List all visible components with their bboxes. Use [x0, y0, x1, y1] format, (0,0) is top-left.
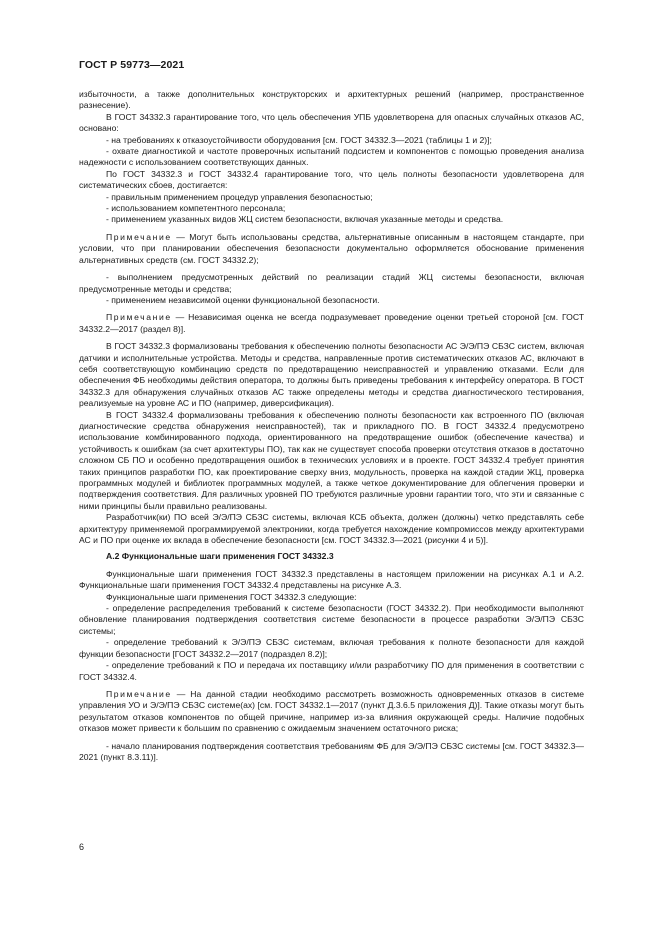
section-heading: А.2 Функциональные шаги применения ГОСТ 34332.3	[106, 551, 334, 562]
list-item: - определение требований к Э/Э/ПЭ СБЗС системам, включая требования к полноте безопасности для каждой функции безопасности [ГОСТ 34332.2—2017 (подраздел 8.2)];	[79, 637, 584, 659]
list-item: - определение требований к ПО и передача их поставщику и/или разработчику ПО для применения в соответствии с ГОСТ 34332.4.	[79, 660, 584, 682]
paragraph: Разработчик(ки) ПО всей Э/Э/ПЭ СБЗС системы, включая КСБ объекта, должен (должны) четко представлять себе архитектуру применяемой программируемой электроники, когда требуется нахождение компромиссов между архитектурами АС и ПО при оценке их вклада в обеспечение безопасности [см. ГОСТ 34332.3—2021 (рисунки 4 и 5)].	[79, 512, 584, 546]
note-text: — Независимая оценка не всегда подразумевает проведение оценки третьей стороной [см. ГОСТ 34332.2—2017 (раздел 8)].	[79, 312, 584, 334]
document-body	[79, 89, 584, 763]
note-label: Примечание	[106, 231, 172, 242]
paragraph: По ГОСТ 34332.3 и ГОСТ 34332.4 гарантирование того, что цель полноты безопасности удовлетворена для систематических сбоев, достигается:	[79, 168, 584, 191]
paragraph: Функциональные шаги применения ГОСТ 34332.3 следующие:	[106, 591, 357, 602]
list-item: - использованием компетентного персонала;	[106, 203, 286, 214]
list-item: - применением независимой оценки функциональной безопасности.	[106, 294, 380, 305]
note-text: — На данной стадии необходимо рассмотреть возможность одновременных отказов в системе управления УО и Э/Э/ПЭ СБЗС системе(ах) [см. ГОСТ 34332.1—2017 (пункт Д.3.6.5 приложения Д)]. Такие отказы могут быть результатом отказов компонентов по общей причине, например из-за влияния окружающей среды. Наличие подобных отказов может привести к большим по сравнению с ожидаемым значением остаточного риска;	[79, 688, 584, 734]
list-item: - определение распределения требований к системе безопасности (ГОСТ 34332.2). При необходимости выполняют обновление планирования подтверждения соответствия системе безопасности в процессе разработки Э/Э/ПЭ СБЗС системы;	[79, 603, 584, 636]
page-number: 6	[79, 842, 85, 852]
list-item: - на требованиях к отказоустойчивости оборудования [см. ГОСТ 34332.3—2021 (таблицы 1 и 2)];	[106, 134, 492, 145]
list-item: - применением указанных видов ЖЦ систем безопасности, включая указанные методы и средства.	[106, 214, 504, 225]
list-item: - выполнением предусмотренных действий по реализации стадий ЖЦ системы безопасности, включая предусмотренные методы и средства;	[79, 272, 584, 294]
note	[79, 689, 584, 735]
note-text: — Могут быть использованы средства, альтернативные описанным в настоящем стандарте, при условии, что при планировании обеспечения безопасности документально оформляется обоснование применения альтернативных средств (см. ГОСТ 34332.2);	[79, 231, 584, 265]
list-item: - охвате диагностикой и частоте проверочных испытаний подсистем и компонентов с помощью проведения анализа надежности с использованием соответствующих данных.	[79, 146, 584, 168]
note	[79, 232, 584, 266]
list-item: - начало планирования подтверждения соответствия требованиям ФБ для Э/Э/ПЭ СБЗС системы [см. ГОСТ 34332.3—2021 (пункт 8.3.11)].	[79, 740, 584, 762]
paragraph: В ГОСТ 34332.3 формализованы требования к обеспечению полноты безопасности АС Э/Э/ПЭ СБЗС систем, включая датчики и исполнительные устройства. Методы и средства, направленные против систематических отказов АС, включают в себя соответствующую комбинацию средств по предотвращению неисправностей и управлению отказами. Если для обеспечения ФБ необходимы действия оператора, то должны быть приведены требования к интерфейсу оператора. В ГОСТ 34332.3 для обнаружения случайных отказов АС также определены методы и средства диагностического тестирования, реализуемые на уровне АС и ПО (например, диверсификация).	[79, 341, 584, 409]
list-item: - правильным применением процедур управления безопасностью;	[106, 191, 373, 202]
paragraph: В ГОСТ 34332.4 формализованы требования к обеспечению полноты безопасности как встроенного ПО (включая диагностические средства обнаружения неисправностей), так и прикладного ПО. В ГОСТ 34332.4 предусмотрено использование комбинированного подхода, ориентированного на предотвращение ошибок (обеспечение качества) и устойчивость к ошибкам (за счет архитектуры ПО), так как не существует способа проверки отсутствия отказов в достаточно сложном СБ ПО и особенно предотвращения ошибок в технических условиях и в проекте. ГОСТ 34332.4 требует принятия таких принципов разработки ПО, как проектирование сверху вниз, модульность, проверка на каждой стадии ЖЦ, проверка программных модулей и библиотек программных модулей, а также четкое документирование для облегчения проверки и подтверждения соответствия. Для различных уровней ПО требуются различные уровни гарантии того, что эти и связанные с ними принципы были правильно реализованы.	[79, 409, 584, 511]
paragraph: Функциональные шаги применения ГОСТ 34332.3 представлены в настоящем приложении на рисунках А.1 и А.2. Функциональные шаги применения ГОСТ 34332.4 представлены на рисунке А.3.	[79, 568, 584, 591]
paragraph: В ГОСТ 34332.3 гарантирование того, что цель обеспечения УПБ удовлетворена для опасных случайных отказов АС, основано:	[79, 111, 584, 134]
paragraph: избыточности, а также дополнительных конструкторских и архитектурных решений (например, пространственное разнесение).	[79, 89, 584, 111]
note-label: Примечание	[106, 688, 172, 699]
note-label: Примечание	[106, 312, 172, 323]
note	[79, 312, 584, 335]
document-header: ГОСТ Р 59773—2021	[79, 59, 185, 71]
